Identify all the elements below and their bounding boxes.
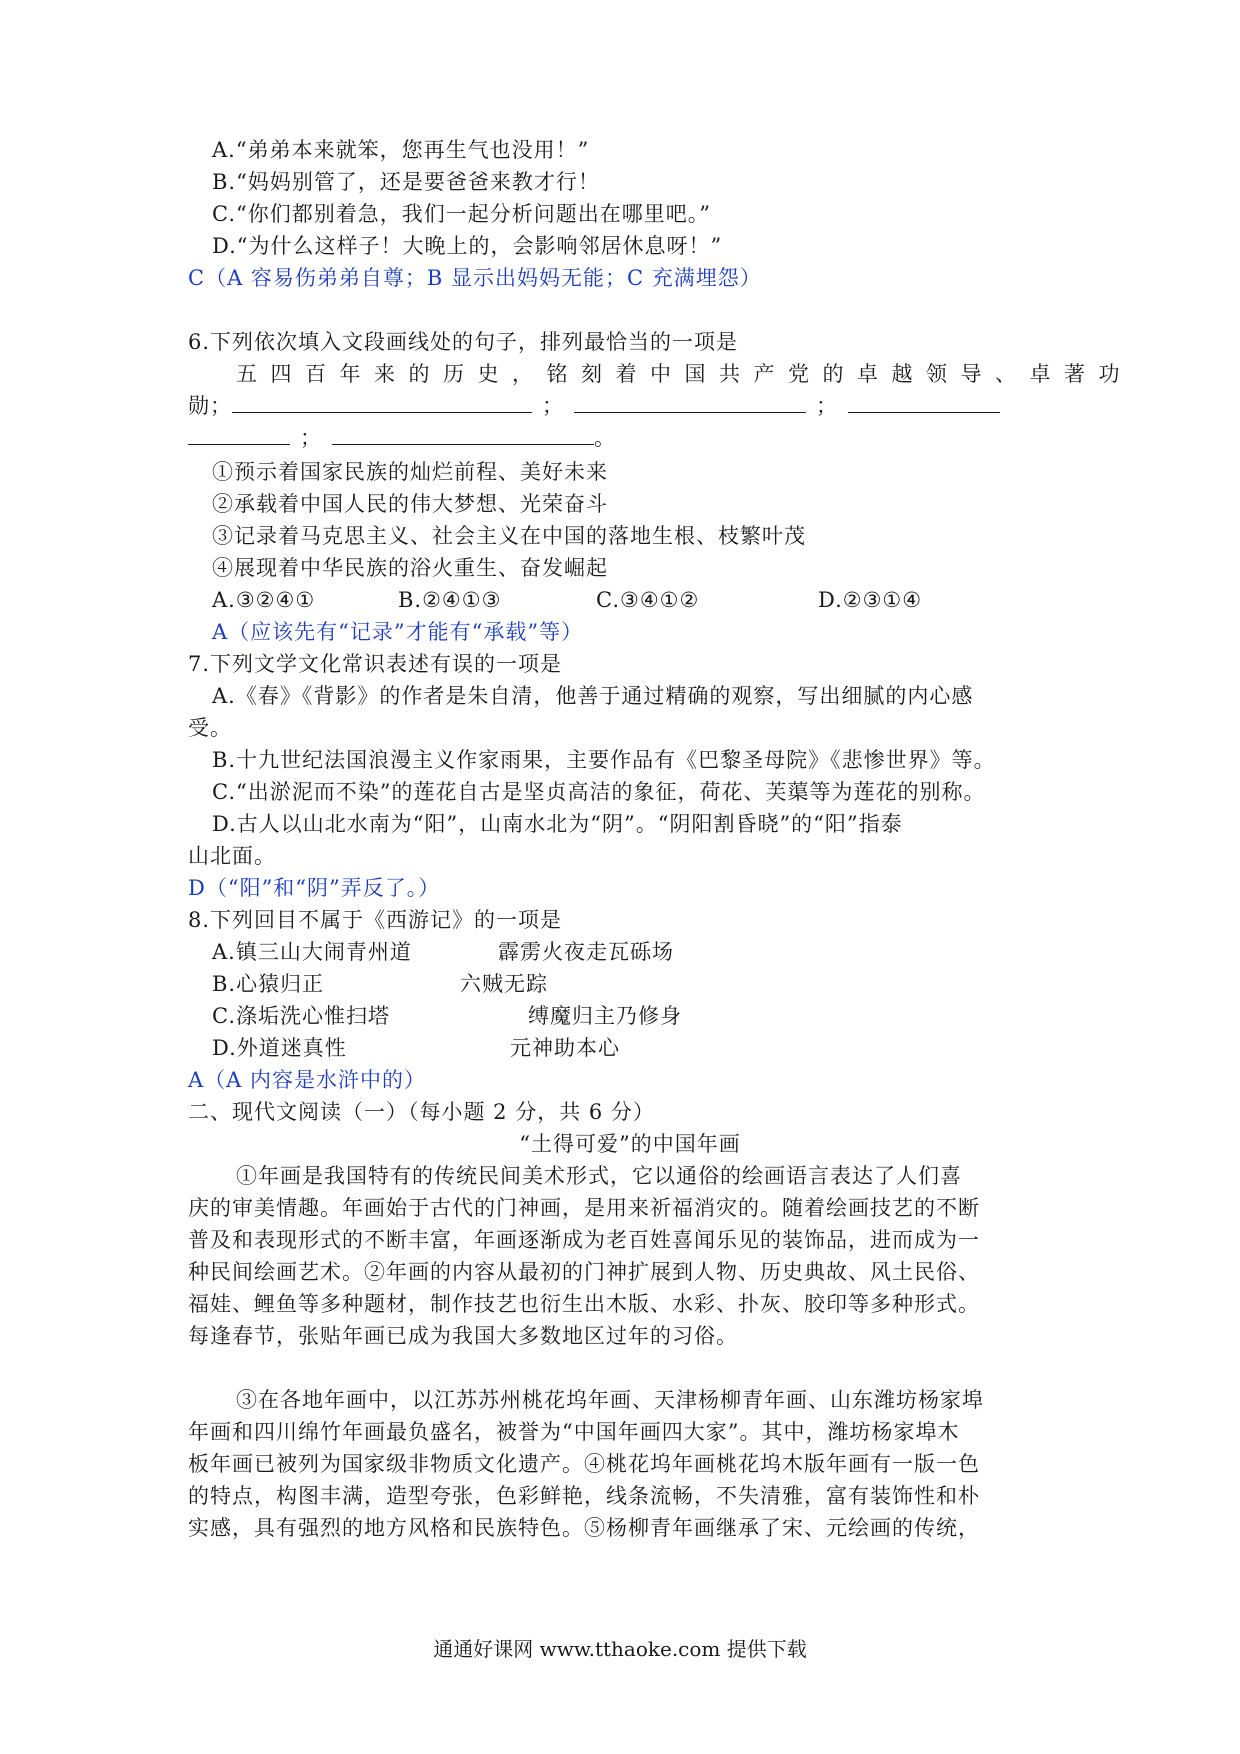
paragraph-1-line-2: 庆的审美情趣。年画始于古代的门神画，是用来祈福消灾的。随着绘画技艺的不断 (188, 1196, 980, 1220)
q6-answer: A（应该先有“记录”才能有“承载”等） (212, 620, 584, 644)
section-heading: 二、现代文阅读（一）（每小题 2 分，共 6 分） (188, 1100, 655, 1124)
q5-option-d: D.“为什么这样子！大晚上的，会影响邻居休息呀！” (212, 234, 723, 258)
q6-blank-3-start (848, 390, 1000, 413)
q8-option-c-left: C.涤垢洗心惟扫塔 (212, 1004, 390, 1028)
q8-option-d (212, 1032, 620, 1064)
q8-option-d-left: D.外道迷真性 (212, 1036, 347, 1060)
q7-option-d-line1: D.古人以山北水南为“阳”，山南水北为“阴”。“阴阳割昏晓”的“阳”指泰 (212, 812, 903, 836)
q8-option-a (212, 936, 674, 968)
q6-item-1: ①预示着国家民族的灿烂前程、美好未来 (212, 460, 608, 484)
q6-separator: ； (816, 394, 838, 418)
paragraph-1-line-3: 普及和表现形式的不断丰富，年画逐渐成为老百姓喜闻乐见的装饰品，进而成为一 (188, 1228, 980, 1252)
q6-item-3: ③记录着马克思主义、社会主义在中国的落地生根、枝繁叶茂 (212, 524, 806, 548)
q6-choice-d: D.②③①④ (818, 588, 923, 612)
q7-option-d-line2: 山北面。 (188, 844, 276, 868)
q8-option-b-right: 六贼无踪 (460, 972, 548, 996)
q6-choices (212, 584, 922, 616)
q5-option-a: A.“弟弟本来就笨，您再生气也没用！” (212, 138, 590, 162)
q6-choice-b: B.②④①③ (398, 588, 502, 612)
q6-blank-1 (232, 390, 532, 413)
q6-paragraph-line3 (188, 422, 616, 454)
q7-answer: D（“阳”和“阴”弄反了。） (188, 876, 441, 900)
q6-blank-2 (574, 390, 806, 413)
paragraph-2-line-4: 的特点，构图丰满，造型夸张，色彩鲜艳，线条流畅，不失清雅，富有装饰性和朴 (188, 1484, 980, 1508)
q8-option-b (212, 968, 548, 1000)
q6-blank-4 (332, 422, 594, 445)
q8-option-a-right: 霹雳火夜走瓦砾场 (498, 940, 674, 964)
paragraph-2-line-3: 板年画已被列为国家级非物质文化遗产。④桃花坞年画桃花坞木版年画有一版一色 (188, 1452, 980, 1476)
q6-item-2: ②承载着中国人民的伟大梦想、光荣奋斗 (212, 492, 608, 516)
q6-paragraph-line2 (188, 390, 1000, 422)
q7-option-a-line1: A.《春》《背影》的作者是朱自清，他善于通过精确的观察，写出细腻的内心感 (212, 684, 974, 708)
q8-option-d-right: 元神助本心 (510, 1036, 620, 1060)
paragraph-1-line-5: 福娃、鲤鱼等多种题材，制作技艺也衍生出木版、水彩、扑灰、胶印等多种形式。 (188, 1292, 980, 1316)
q5-option-b: B.“妈妈别管了，还是要爸爸来教才行！ (212, 170, 600, 194)
paragraph-1-line-4: 种民间绘画艺术。②年画的内容从最初的门神扩展到人物、历史典故、风土民俗、 (188, 1260, 980, 1284)
paragraph-2-line-1: ③在各地年画中，以江苏苏州桃花坞年画、天津杨柳青年画、山东潍坊杨家埠 (236, 1388, 984, 1412)
q7-option-b: B.十九世纪法国浪漫主义作家雨果，主要作品有《巴黎圣母院》《悲惨世界》等。 (212, 748, 996, 772)
q5-option-c: C.“你们都别着急，我们一起分析问题出在哪里吧。” (212, 202, 711, 226)
q6-separator: ； (542, 394, 564, 418)
q8-option-b-left: B.心猿归正 (212, 972, 325, 996)
q8-stem: 8.下列回目不属于《西游记》的一项是 (188, 908, 563, 932)
q6-blank-3-end (188, 422, 290, 445)
paragraph-1-line-1: ①年画是我国特有的传统民间美术形式，它以通俗的绘画语言表达了人们喜 (236, 1164, 962, 1188)
q6-stem: 6.下列依次填入文段画线处的句子，排列最恰当的一项是 (188, 330, 739, 354)
page-footer: 通通好课网 www.tthaoke.com 提供下载 (433, 1637, 807, 1661)
q6-paragraph-prefix: 勋； (188, 394, 232, 418)
q6-separator: ； (300, 426, 322, 450)
paragraph-2-line-5: 实感，具有强烈的地方风格和民族特色。⑤杨柳青年画继承了宋、元绘画的传统， (188, 1516, 980, 1540)
q6-choice-c: C.③④①② (596, 588, 700, 612)
q6-choice-a: A.③②④① (212, 588, 316, 612)
q8-answer: A（A 内容是水浒中的） (188, 1068, 427, 1092)
q8-option-c (212, 1000, 682, 1032)
paragraph-1-line-6: 每逢春节，张贴年画已成为我国大多数地区过年的习俗。 (188, 1324, 738, 1348)
article-title: “土得可爱”的中国年画 (519, 1132, 741, 1156)
q6-paragraph-line1: 五四百年来的历史，铭刻着中国共产党的卓越领导、卓著功 (236, 362, 1133, 386)
q8-option-a-left: A.镇三山大闹青州道 (212, 940, 412, 964)
q6-item-4: ④展现着中华民族的浴火重生、奋发崛起 (212, 556, 608, 580)
q7-stem: 7.下列文学文化常识表述有误的一项是 (188, 652, 563, 676)
q6-period: 。 (594, 426, 616, 450)
q8-option-c-right: 缚魔归主乃修身 (528, 1004, 682, 1028)
q7-option-c: C.“出淤泥而不染”的莲花自古是坚贞高洁的象征，荷花、芙蕖等为莲花的别称。 (212, 780, 986, 804)
q7-option-a-line2: 受。 (188, 716, 232, 740)
paragraph-2-line-2: 年画和四川绵竹年画最负盛名，被誉为“中国年画四大家”。其中，潍坊杨家埠木 (188, 1420, 960, 1444)
q5-answer: C（A 容易伤弟弟自尊；B 显示出妈妈无能；C 充满埋怨） (188, 266, 762, 290)
